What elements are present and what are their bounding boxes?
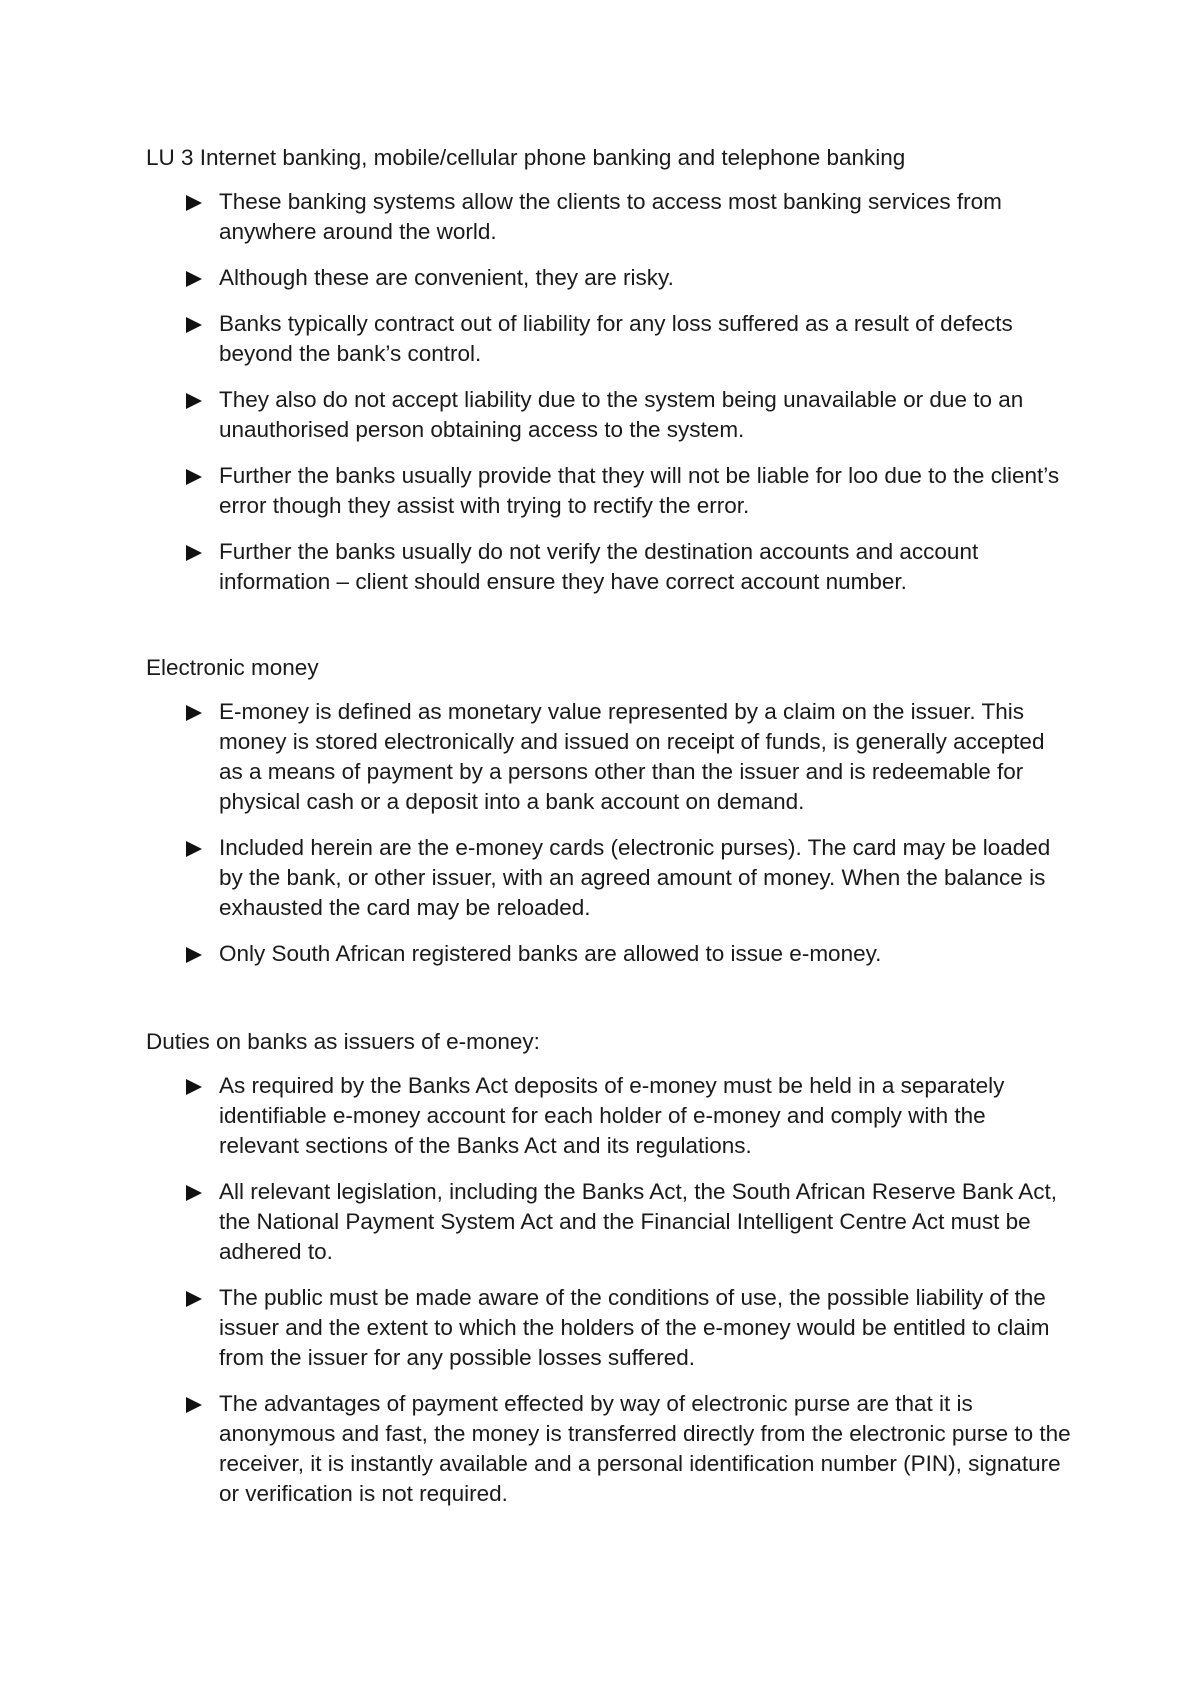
list-item: [146, 1283, 1071, 1373]
list-item: [146, 461, 1071, 521]
arrow-bullet-icon: [186, 1291, 202, 1307]
list-item-text: All relevant legislation, including the Banks Act, the South African Reserve Bank Act, the National Payment System Act and the Financial Intelligent Centre Act must be adhered to.: [219, 1179, 1057, 1264]
section-heading: Electronic money: [146, 655, 319, 680]
arrow-bullet-icon: [186, 195, 202, 211]
list-item-text: Although these are convenient, they are risky.: [219, 265, 674, 290]
arrow-bullet-icon: [186, 705, 202, 721]
list-item: [146, 939, 1071, 969]
section-heading: Duties on banks as issuers of e-money:: [146, 1029, 540, 1054]
section-internet-banking: [146, 143, 1071, 597]
list-item: [146, 309, 1071, 369]
list-item-text: They also do not accept liability due to the system being unavailable or due to an unauthorised person obtaining access to the system.: [219, 387, 1024, 442]
list-item: [146, 537, 1071, 597]
list-item: [146, 1389, 1071, 1509]
list-item-text: E-money is defined as monetary value represented by a claim on the issuer. This money is stored electronically and issued on receipt of funds, is generally accepted as a means of payment by a persons other than the issuer and is redeemable for physical cash or a deposit into a bank account on demand.: [219, 699, 1045, 814]
arrow-bullet-icon: [186, 317, 202, 333]
list-item: [146, 263, 1071, 293]
list-item: [146, 385, 1071, 445]
list-item-text: Further the banks usually do not verify the destination accounts and account information – client should ensure they have correct account number.: [219, 539, 979, 594]
arrow-bullet-icon: [186, 1079, 202, 1095]
bullet-list: [146, 697, 1071, 969]
list-item: [146, 833, 1071, 923]
section-electronic-money: [146, 653, 1071, 969]
arrow-bullet-icon: [186, 947, 202, 963]
arrow-bullet-icon: [186, 393, 202, 409]
list-item-text: As required by the Banks Act deposits of e-money must be held in a separately identifiable e-money account for each holder of e-money and comply with the relevant sections of the Banks Act and its regulations.: [219, 1073, 1005, 1158]
list-item-text: Further the banks usually provide that they will not be liable for loo due to the client’s error though they assist with trying to rectify the error.: [219, 463, 1060, 518]
list-item-text: The public must be made aware of the conditions of use, the possible liability of the issuer and the extent to which the holders of the e-money would be entitled to claim from the issuer for any possible losses suffered.: [219, 1285, 1050, 1370]
list-item: [146, 1177, 1071, 1267]
list-item-text: The advantages of payment effected by way of electronic purse are that it is anonymous and fast, the money is transferred directly from the electronic purse to the receiver, it is instantly available and a personal identification number (PIN), signature or verification is not required.: [219, 1391, 1071, 1506]
arrow-bullet-icon: [186, 841, 202, 857]
arrow-bullet-icon: [186, 1397, 202, 1413]
section-heading: LU 3 Internet banking, mobile/cellular phone banking and telephone banking: [146, 145, 906, 170]
list-item: [146, 187, 1071, 247]
section-duties-on-banks: [146, 1027, 1071, 1509]
document-body: [146, 143, 1071, 1525]
list-item: [146, 1071, 1071, 1161]
list-item-text: Only South African registered banks are allowed to issue e-money.: [219, 941, 882, 966]
arrow-bullet-icon: [186, 271, 202, 287]
list-item: [146, 697, 1071, 817]
list-item-text: Included herein are the e-money cards (electronic purses). The card may be loaded by the bank, or other issuer, with an agreed amount of money. When the balance is exhausted the card may be reloaded.: [219, 835, 1051, 920]
list-item-text: These banking systems allow the clients to access most banking services from anywhere around the world.: [219, 189, 1002, 244]
bullet-list: [146, 1071, 1071, 1509]
arrow-bullet-icon: [186, 1185, 202, 1201]
arrow-bullet-icon: [186, 469, 202, 485]
bullet-list: [146, 187, 1071, 597]
list-item-text: Banks typically contract out of liability for any loss suffered as a result of defects beyond the bank’s control.: [219, 311, 1013, 366]
arrow-bullet-icon: [186, 545, 202, 561]
